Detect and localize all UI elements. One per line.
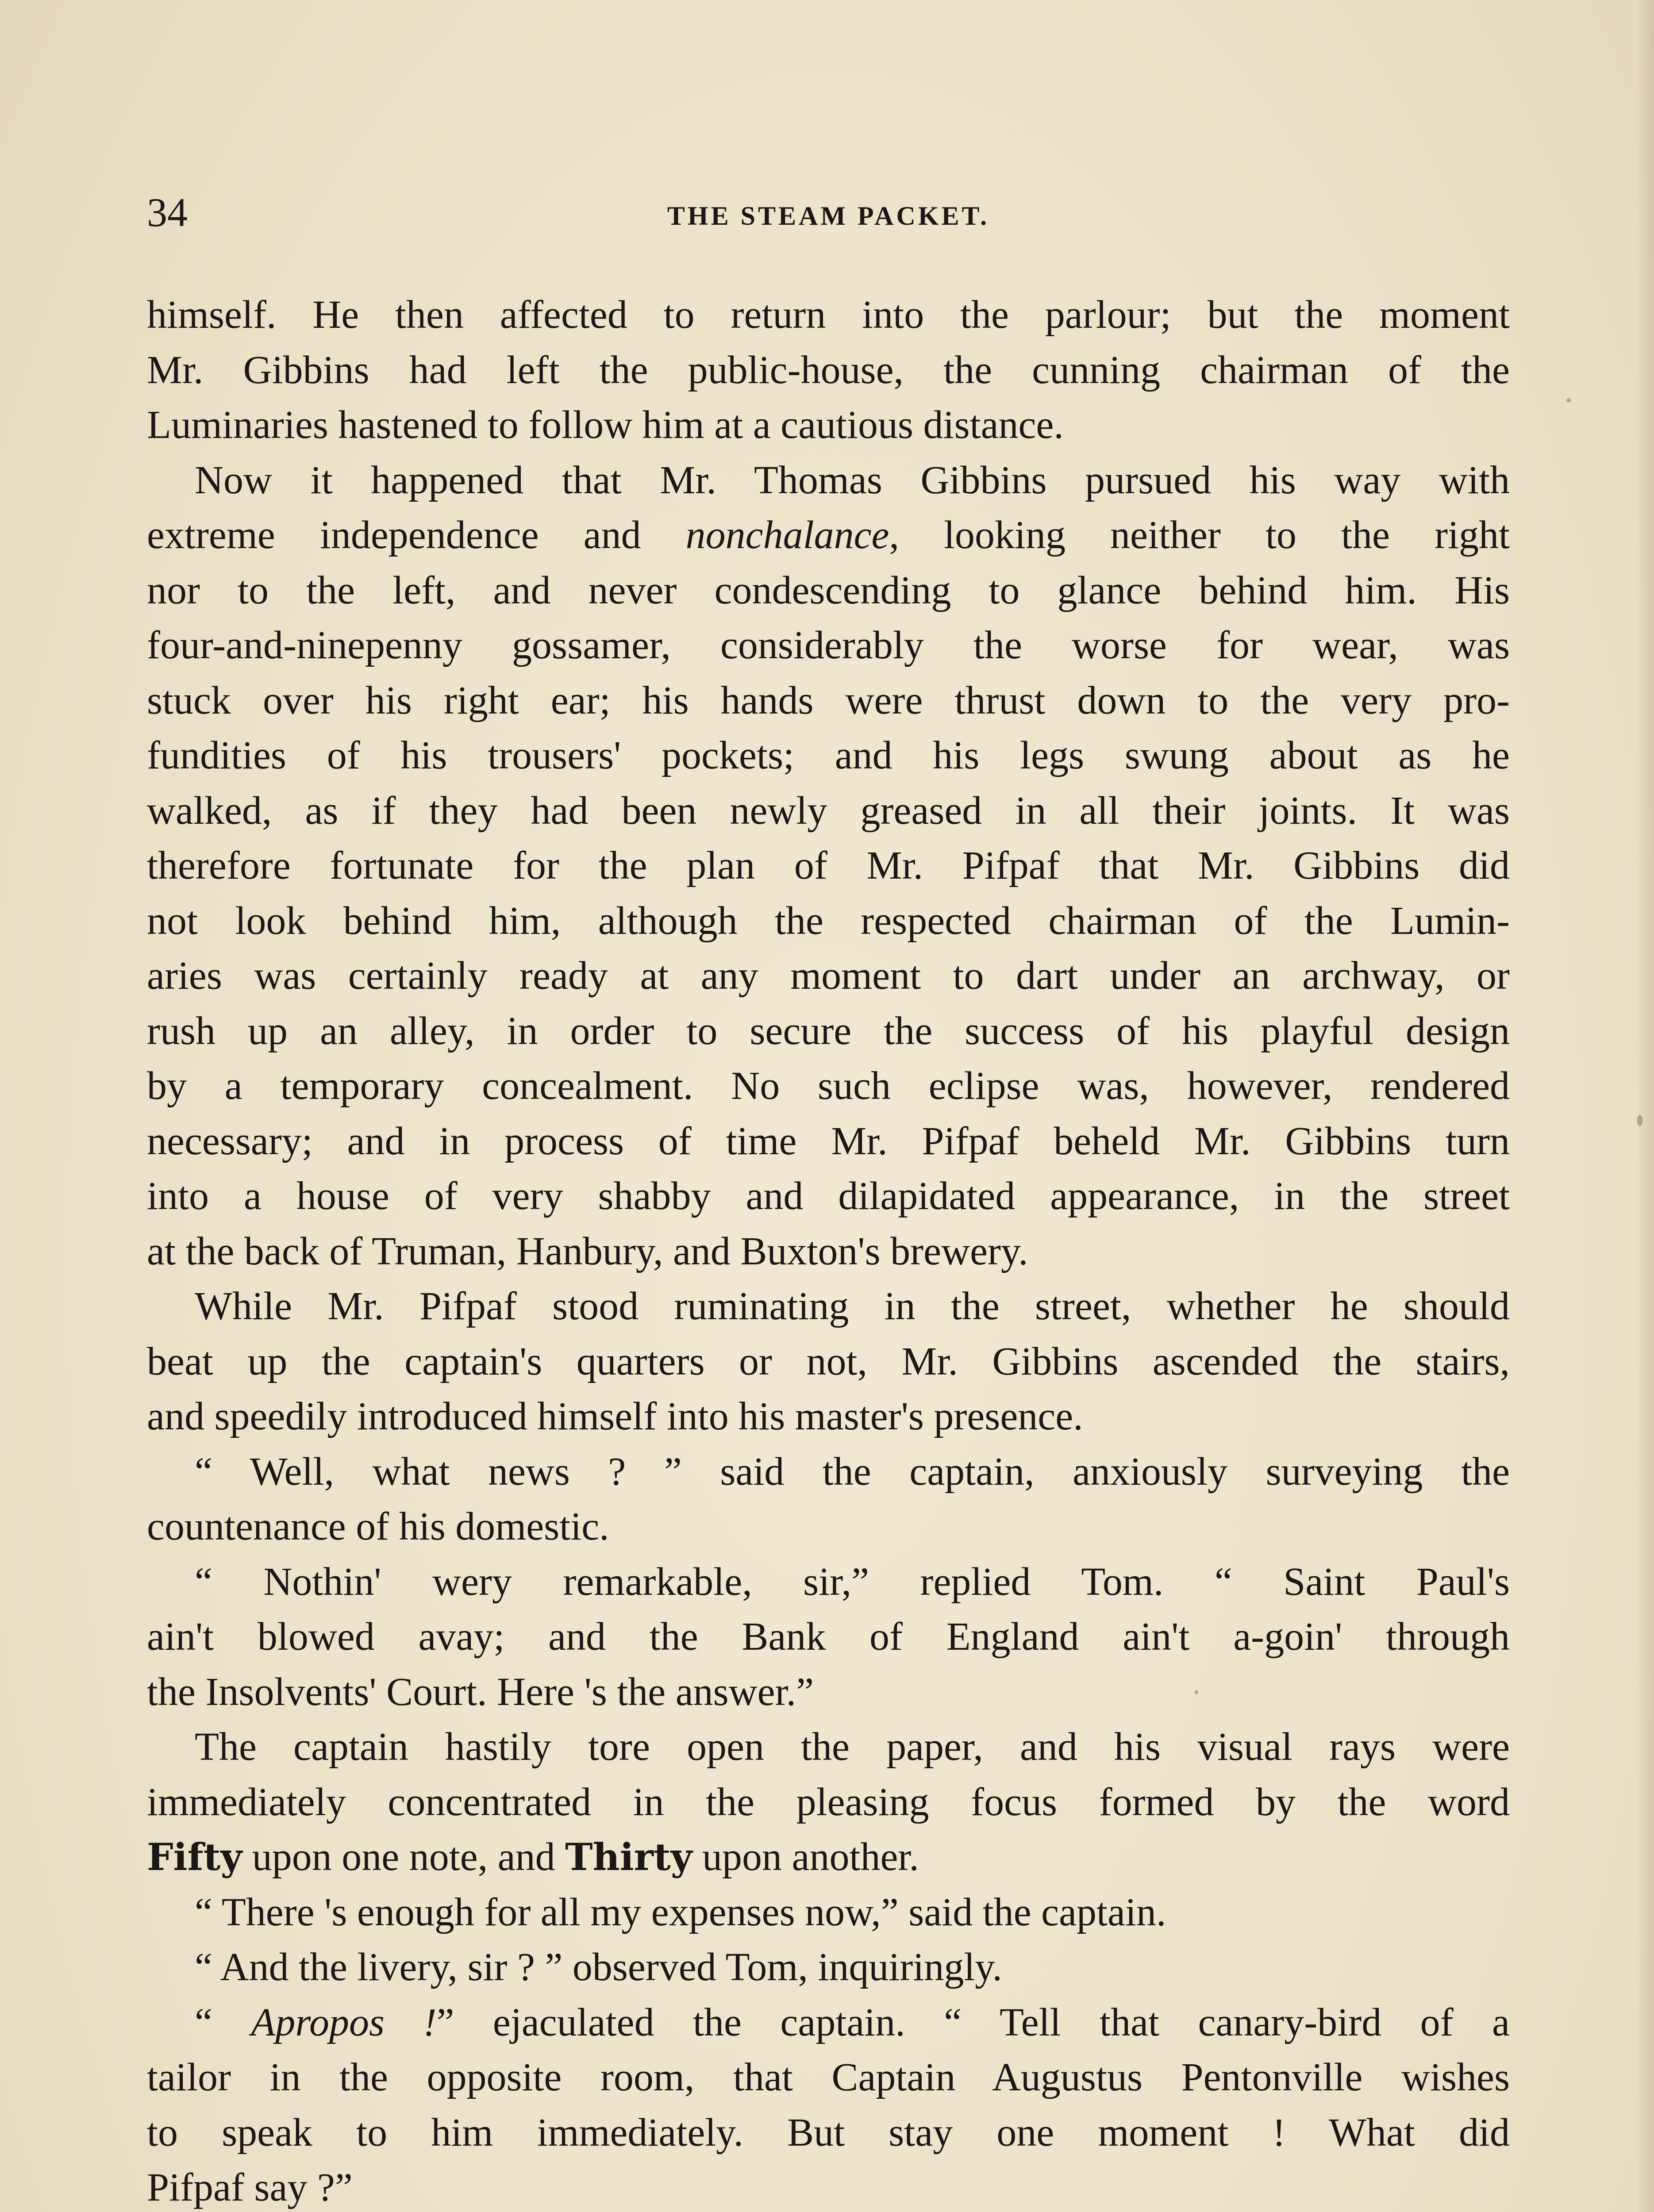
text-line: rush up an alley, in order to secure the success of his playful design [147, 1009, 1510, 1053]
text-line: aries was certainly ready at any moment to dart under an archway, or [147, 954, 1510, 998]
text-line: not look behind him, although the respected chairman of the Lumin- [147, 899, 1510, 943]
text-run: , looking neither to the right [889, 513, 1510, 557]
text-line: himself. He then affected to return into the parlour; but the moment [147, 293, 1510, 337]
text-line: Luminaries hastened to follow him at a cautious distance. [147, 403, 1064, 447]
text-line: Pifpaf say ?” [147, 2166, 353, 2209]
text-line: tailor in the opposite room, that Captain Augustus Pentonville wishes [147, 2055, 1510, 2099]
paper-speck [1566, 398, 1571, 403]
text-line: “ There 's enough for all my expenses now,” said the captain. [195, 1890, 1166, 1934]
text-line: and speedily introduced himself into his master's presence. [147, 1394, 1083, 1438]
italic-word: Apropos ! [251, 2000, 437, 2044]
page-edge-shadow [1636, 0, 1654, 2212]
text-line: Now it happened that Mr. Thomas Gibbins pursued his way with [195, 458, 1510, 502]
page-number: 34 [147, 190, 188, 235]
text-line: fundities of his trousers' pockets; and his legs swung about as he [147, 733, 1510, 777]
text-line: nor to the left, and never condescending to glance behind him. His [147, 568, 1510, 612]
text-line: immediately concentrated in the pleasing focus formed by the word [147, 1780, 1510, 1824]
running-title: THE STEAM PACKET. [667, 201, 990, 230]
text-line: “ Nothin' wery remarkable, sir,” replied Tom. “ Saint Paul's [195, 1559, 1510, 1604]
text-line: therefore fortunate for the plan of Mr. Pifpaf that Mr. Gibbins did [147, 844, 1510, 887]
text-line: walked, as if they had been newly greased in all their joints. It was [147, 788, 1510, 833]
running-head [147, 186, 1510, 239]
text-run: upon one note, and [242, 1835, 565, 1879]
italic-word: nonchalance [685, 513, 889, 557]
text-line: countenance of his domestic. [147, 1505, 609, 1548]
text-line: the Insolvents' Court. Here 's the answer.” [147, 1670, 814, 1714]
text-line: “ And the livery, sir ? ” observed Tom, inquiringly. [195, 1945, 1003, 1989]
paper-speck [1195, 1690, 1198, 1694]
blackletter-word: Thirty [565, 1835, 692, 1879]
text-line [147, 1995, 1510, 2051]
paper-speck [1637, 1115, 1642, 1126]
text-line: The captain hastily tore open the paper, and his visual rays were [195, 1725, 1510, 1769]
text-line: Mr. Gibbins had left the public-house, the cunning chairman of the [147, 348, 1510, 392]
text-line: at the back of Truman, Hanbury, and Buxton's brewery. [147, 1229, 1028, 1273]
text-line: stuck over his right ear; his hands were thrust down to the very pro- [147, 678, 1510, 722]
body-text [147, 288, 1510, 2212]
text-line: ain't blowed avay; and the Bank of England ain't a-goin' through [147, 1615, 1510, 1659]
text-line [147, 1830, 1510, 1885]
text-line: “ Well, what news ? ” said the captain, anxiously surveying the [195, 1449, 1510, 1494]
blackletter-word: Fifty [147, 1835, 242, 1879]
text-line: to speak to him immediately. But stay one moment ! What did [147, 2110, 1510, 2154]
text-line: While Mr. Pifpaf stood ruminating in the street, whether he should [195, 1284, 1510, 1328]
text-line: necessary; and in process of time Mr. Pifpaf beheld Mr. Gibbins turn [147, 1119, 1510, 1163]
text-line: four-and-ninepenny gossamer, considerably the worse for wear, was [147, 623, 1510, 667]
text-line: beat up the captain's quarters or not, Mr. Gibbins ascended the stairs, [147, 1339, 1510, 1383]
text-run: extreme independence and [147, 513, 686, 557]
text-run: “ [195, 2000, 251, 2044]
text-line: by a temporary concealment. No such eclipse was, however, rendered [147, 1064, 1510, 1108]
text-run: ” ejaculated the captain. “ Tell that canary-bird of a [436, 2000, 1510, 2044]
text-run: upon another. [692, 1835, 919, 1879]
text-line: into a house of very shabby and dilapidated appearance, in the street [147, 1174, 1510, 1218]
text-line [147, 508, 1510, 563]
